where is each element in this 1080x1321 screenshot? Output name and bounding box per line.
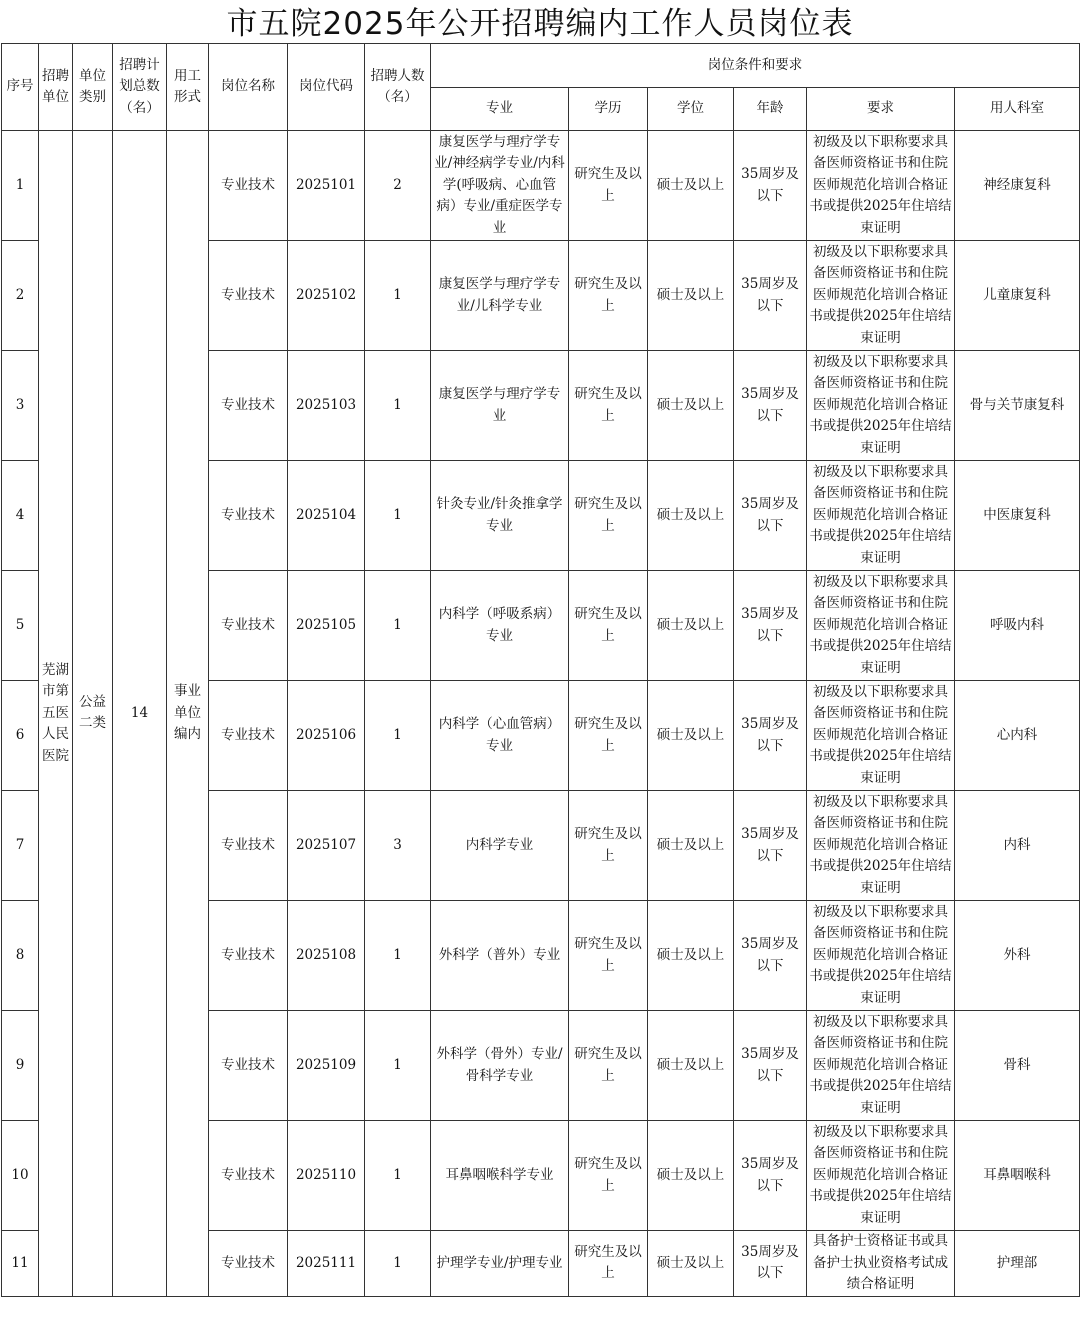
department-cell: 护理部 xyxy=(955,1231,1080,1297)
age-cell: 35周岁及以下 xyxy=(734,681,807,791)
age-cell: 35周岁及以下 xyxy=(734,571,807,681)
requirement-cell: 初级及以下职称要求具备医师资格证书和住院医师规范化培训合格证书或提供2025年住培结束证明 xyxy=(807,571,955,681)
degree-cell: 硕士及以上 xyxy=(648,131,734,241)
recruit-num-cell: 1 xyxy=(365,901,431,1011)
post-name-cell: 专业技术 xyxy=(209,681,288,791)
post-code-cell: 2025107 xyxy=(288,791,365,901)
seq-cell: 6 xyxy=(2,681,39,791)
education-cell: 研究生及以上 xyxy=(569,901,648,1011)
header-education: 学历 xyxy=(569,88,648,131)
degree-cell: 硕士及以上 xyxy=(648,241,734,351)
major-cell: 护理学专业/护理专业 xyxy=(431,1231,569,1297)
seq-cell: 9 xyxy=(2,1011,39,1121)
age-cell: 35周岁及以下 xyxy=(734,461,807,571)
header-post-name: 岗位名称 xyxy=(209,44,288,131)
age-cell: 35周岁及以下 xyxy=(734,241,807,351)
post-code-cell: 2025110 xyxy=(288,1121,365,1231)
header-department: 用人科室 xyxy=(955,88,1080,131)
recruit-num-cell: 1 xyxy=(365,571,431,681)
post-name-cell: 专业技术 xyxy=(209,241,288,351)
recruit-num-cell: 1 xyxy=(365,1011,431,1121)
education-cell: 研究生及以上 xyxy=(569,131,648,241)
degree-cell: 硕士及以上 xyxy=(648,571,734,681)
department-cell: 心内科 xyxy=(955,681,1080,791)
age-cell: 35周岁及以下 xyxy=(734,1231,807,1297)
seq-cell: 7 xyxy=(2,791,39,901)
education-cell: 研究生及以上 xyxy=(569,241,648,351)
major-cell: 内科学专业 xyxy=(431,791,569,901)
post-code-cell: 2025108 xyxy=(288,901,365,1011)
post-code-cell: 2025111 xyxy=(288,1231,365,1297)
major-cell: 针灸专业/针灸推拿学专业 xyxy=(431,461,569,571)
department-cell: 骨科 xyxy=(955,1011,1080,1121)
header-major: 专业 xyxy=(431,88,569,131)
requirement-cell: 初级及以下职称要求具备医师资格证书和住院医师规范化培训合格证书或提供2025年住培结束证明 xyxy=(807,131,955,241)
header-unit: 招聘单位 xyxy=(39,44,73,131)
requirement-cell: 初级及以下职称要求具备医师资格证书和住院医师规范化培训合格证书或提供2025年住培结束证明 xyxy=(807,1011,955,1121)
employment-form-cell: 事业单位编内 xyxy=(167,131,209,1297)
post-name-cell: 专业技术 xyxy=(209,1121,288,1231)
department-cell: 耳鼻咽喉科 xyxy=(955,1121,1080,1231)
major-cell: 内科学（呼吸系病）专业 xyxy=(431,571,569,681)
header-requirement: 要求 xyxy=(807,88,955,131)
age-cell: 35周岁及以下 xyxy=(734,901,807,1011)
department-cell: 呼吸内科 xyxy=(955,571,1080,681)
education-cell: 研究生及以上 xyxy=(569,461,648,571)
recruit-num-cell: 1 xyxy=(365,351,431,461)
post-code-cell: 2025103 xyxy=(288,351,365,461)
header-plan-total: 招聘计划总数（名） xyxy=(113,44,167,131)
requirement-cell: 具备护士资格证书或具备护士执业资格考试成绩合格证明 xyxy=(807,1231,955,1297)
recruit-num-cell: 1 xyxy=(365,1121,431,1231)
header-degree: 学位 xyxy=(648,88,734,131)
education-cell: 研究生及以上 xyxy=(569,351,648,461)
major-cell: 内科学（心血管病）专业 xyxy=(431,681,569,791)
major-cell: 康复医学与理疗学专业 xyxy=(431,351,569,461)
post-name-cell: 专业技术 xyxy=(209,461,288,571)
header-age: 年龄 xyxy=(734,88,807,131)
seq-cell: 5 xyxy=(2,571,39,681)
major-cell: 外科学（普外）专业 xyxy=(431,901,569,1011)
post-name-cell: 专业技术 xyxy=(209,901,288,1011)
age-cell: 35周岁及以下 xyxy=(734,1121,807,1231)
post-code-cell: 2025101 xyxy=(288,131,365,241)
degree-cell: 硕士及以上 xyxy=(648,681,734,791)
post-code-cell: 2025105 xyxy=(288,571,365,681)
header-recruit-num: 招聘人数（名） xyxy=(365,44,431,131)
seq-cell: 11 xyxy=(2,1231,39,1297)
department-cell: 内科 xyxy=(955,791,1080,901)
seq-cell: 2 xyxy=(2,241,39,351)
age-cell: 35周岁及以下 xyxy=(734,791,807,901)
post-name-cell: 专业技术 xyxy=(209,1231,288,1297)
seq-cell: 3 xyxy=(2,351,39,461)
requirement-cell: 初级及以下职称要求具备医师资格证书和住院医师规范化培训合格证书或提供2025年住培结束证明 xyxy=(807,351,955,461)
requirement-cell: 初级及以下职称要求具备医师资格证书和住院医师规范化培训合格证书或提供2025年住培结束证明 xyxy=(807,791,955,901)
department-cell: 中医康复科 xyxy=(955,461,1080,571)
age-cell: 35周岁及以下 xyxy=(734,351,807,461)
requirement-cell: 初级及以下职称要求具备医师资格证书和住院医师规范化培训合格证书或提供2025年住培结束证明 xyxy=(807,901,955,1011)
post-code-cell: 2025109 xyxy=(288,1011,365,1121)
major-cell: 康复医学与理疗学专业/神经病学专业/内科学(呼吸病、心血管病）专业/重症医学专业 xyxy=(431,131,569,241)
department-cell: 神经康复科 xyxy=(955,131,1080,241)
degree-cell: 硕士及以上 xyxy=(648,351,734,461)
seq-cell: 8 xyxy=(2,901,39,1011)
recruit-num-cell: 1 xyxy=(365,461,431,571)
header-employment-form: 用工形式 xyxy=(167,44,209,131)
major-cell: 耳鼻咽喉科学专业 xyxy=(431,1121,569,1231)
requirement-cell: 初级及以下职称要求具备医师资格证书和住院医师规范化培训合格证书或提供2025年住培结束证明 xyxy=(807,681,955,791)
post-name-cell: 专业技术 xyxy=(209,571,288,681)
degree-cell: 硕士及以上 xyxy=(648,1121,734,1231)
degree-cell: 硕士及以上 xyxy=(648,461,734,571)
plan-total-cell: 14 xyxy=(113,131,167,1297)
recruit-num-cell: 2 xyxy=(365,131,431,241)
recruit-num-cell: 3 xyxy=(365,791,431,901)
job-positions-table xyxy=(1,43,1080,1297)
table-row xyxy=(2,131,1080,241)
degree-cell: 硕士及以上 xyxy=(648,1011,734,1121)
education-cell: 研究生及以上 xyxy=(569,1121,648,1231)
department-cell: 外科 xyxy=(955,901,1080,1011)
post-name-cell: 专业技术 xyxy=(209,791,288,901)
education-cell: 研究生及以上 xyxy=(569,681,648,791)
education-cell: 研究生及以上 xyxy=(569,571,648,681)
header-seq: 序号 xyxy=(2,44,39,131)
header-unit-type: 单位类别 xyxy=(73,44,113,131)
degree-cell: 硕士及以上 xyxy=(648,901,734,1011)
recruit-num-cell: 1 xyxy=(365,241,431,351)
post-code-cell: 2025104 xyxy=(288,461,365,571)
requirement-cell: 初级及以下职称要求具备医师资格证书和住院医师规范化培训合格证书或提供2025年住培结束证明 xyxy=(807,461,955,571)
post-name-cell: 专业技术 xyxy=(209,131,288,241)
table-body xyxy=(2,131,1080,1297)
age-cell: 35周岁及以下 xyxy=(734,1011,807,1121)
recruit-num-cell: 1 xyxy=(365,681,431,791)
post-code-cell: 2025102 xyxy=(288,241,365,351)
header-conditions: 岗位条件和要求 xyxy=(431,44,1080,88)
seq-cell: 1 xyxy=(2,131,39,241)
major-cell: 外科学（骨外）专业/骨科学专业 xyxy=(431,1011,569,1121)
age-cell: 35周岁及以下 xyxy=(734,131,807,241)
education-cell: 研究生及以上 xyxy=(569,1011,648,1121)
page-title: 市五院2025年公开招聘编内工作人员岗位表 xyxy=(226,6,854,42)
post-name-cell: 专业技术 xyxy=(209,1011,288,1121)
degree-cell: 硕士及以上 xyxy=(648,791,734,901)
post-code-cell: 2025106 xyxy=(288,681,365,791)
unit-cell: 芜湖市第五医人民医院 xyxy=(39,131,73,1297)
requirement-cell: 初级及以下职称要求具备医师资格证书和住院医师规范化培训合格证书或提供2025年住培结束证明 xyxy=(807,1121,955,1231)
education-cell: 研究生及以上 xyxy=(569,1231,648,1297)
department-cell: 儿童康复科 xyxy=(955,241,1080,351)
degree-cell: 硕士及以上 xyxy=(648,1231,734,1297)
major-cell: 康复医学与理疗学专业/儿科学专业 xyxy=(431,241,569,351)
education-cell: 研究生及以上 xyxy=(569,791,648,901)
seq-cell: 10 xyxy=(2,1121,39,1231)
unit-type-cell: 公益二类 xyxy=(73,131,113,1297)
post-name-cell: 专业技术 xyxy=(209,351,288,461)
requirement-cell: 初级及以下职称要求具备医师资格证书和住院医师规范化培训合格证书或提供2025年住培结束证明 xyxy=(807,241,955,351)
department-cell: 骨与关节康复科 xyxy=(955,351,1080,461)
recruit-num-cell: 1 xyxy=(365,1231,431,1297)
header-post-code: 岗位代码 xyxy=(288,44,365,131)
seq-cell: 4 xyxy=(2,461,39,571)
